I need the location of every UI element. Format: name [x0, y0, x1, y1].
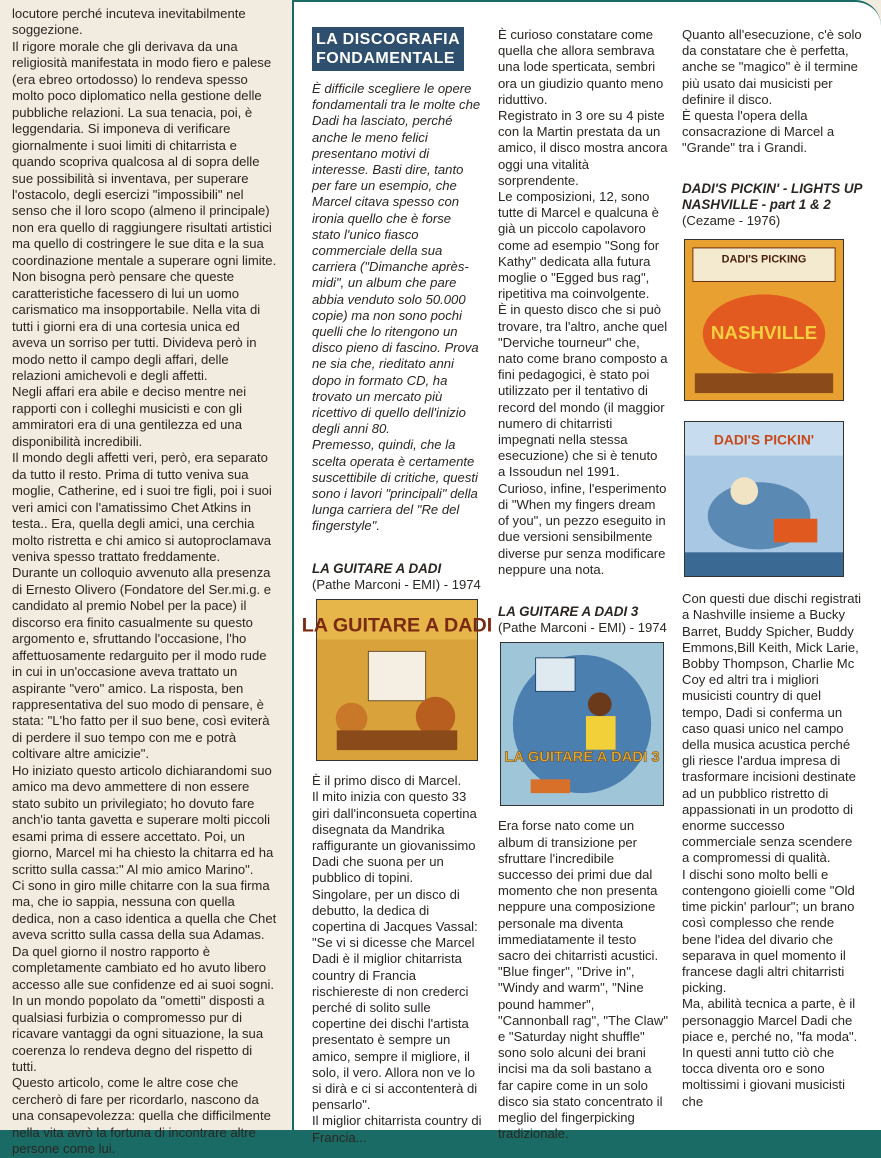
- paragraph: Singolare, per un disco di debutto, la dedica di copertina di Jacques Vassal: "Se vi si dicesse che Marcel Dadi è il miglior chitarrista country di Francia rischiereste di non crederci perché di solito sulle copertine dei dischi l'artista presentato è sempre un amico, sempre il migliore, il solo, il vero. Allora non ve lo si dirà e ci si accontenterà di pensarlo".: [312, 886, 478, 1113]
- cover-title: DADI'S PICKIN': [713, 431, 815, 448]
- paragraph: È in questo disco che si può trovare, tra l'altro, anche quel "Derviche tourneur" che, nato come brano composto a fini pedagogici, è stato poi utilizzato per il tentativo di record del mondo (il maggior numero di chitarristi impegnati nella stessa esecuzione) che si è tenuto a Issoudun nel 1991.: [498, 302, 668, 480]
- cover-subtitle: NASHVILLE: [710, 321, 818, 343]
- paragraph: Ci sono in giro mille chitarre con la sua firma ma, che io sappia, nessuna con quella dedica, non a caso identica a quella che Chet aveva scritto sulla cassa della sua Adamas.: [12, 878, 277, 943]
- paragraph: Il rigore morale che gli derivava da una religiosità manifestata in modo fiero e palese (era ebreo ortodosso) lo rendeva spesso molto poco diplomatico nella gestione delle pubbliche relazioni. La sua tenacia, poi, è leggendaria. Si imponeva di verificare giornalmente i suoi limiti di chitarrista e quando scopriva qualcosa al di sopra delle sue possibilità si inventava, per superare l'ostacolo, degli esercizi "impossibili" nel senso che il loro scopo (almeno il principale) non era quello di raggiungere risultati artistici ma quello di costringere le sue dita e la sua coordinazione mentale a superare ogni limite.: [12, 38, 277, 268]
- paragraph: locutore perché incuteva inevitabilmente soggezione.: [12, 6, 246, 38]
- paragraph: Ho iniziato questo articolo dichiarandomi suo amico ma devo ammettere di non essere stato subito un privilegiato; ho dovuto fare anch'io tanta gavetta e superare molti piccoli esami prima di essere accettato. Poi, un giorno, Marcel mi ha chiesto la chitarra ed ha scritto sulla cassa:" Al mio amico Marino".: [12, 762, 274, 877]
- paragraph: Il mito inizia con questo 33 giri dall'inconsueta copertina disegnata da Mandrika raffigurante un giovanissimo Dadi che suona per un pubblico di topini.: [312, 789, 477, 886]
- intro-paragraph: Premesso, quindi, che la scelta operata è certamente suscettibile di critiche, questi sono i lavori "principali" della lunga carriera del "Re del fingerstyle".: [312, 437, 478, 534]
- paragraph: È il primo disco di Marcel.: [312, 773, 462, 789]
- paragraph: Con questi due dischi registrati a Nashville insieme a Bucky Barret, Buddy Spicher, Buddy Emmons,Bill Keith, Mick Larie, Bobby Thompson, Charlie Mc Coy ed altri tra i migliori musicisti country di quel tempo, Dadi si conferma un caso quasi unico nel campo della musica acustica perché gli riesce l'ardua impresa di trasformare incisioni destinate ad un pubblico ristretto di appassionati in un prodotto di enorme successo commerciale senza scendere a compromessi di qualità.: [682, 591, 862, 866]
- discography-column-1: [301, 27, 493, 1146]
- album-title: DADI'S PICKIN' - LIGHTS UP NASHVILLE - part 1 & 2: [682, 180, 862, 212]
- paragraph: Quanto all'esecuzione, c'è solo da constatare che è perfetta, anche se "magico" è il termine più usato dai musicisti per definire il disco.: [682, 27, 862, 107]
- left-article-column: [12, 6, 278, 1157]
- heading-line: LA DISCOGRAFIA: [316, 31, 461, 48]
- album-cover-dadis-pickin-part2: [684, 421, 844, 577]
- discography-column-3: [682, 27, 862, 1110]
- paragraph: Da quel giorno il nostro rapporto è completamente cambiato ed ho avuto libero accesso alle sue confidenze ed ai suoi sogni.: [12, 943, 275, 992]
- paragraph: È questa l'opera della consacrazione di Marcel a "Grande" tra i Grandi.: [682, 108, 835, 156]
- paragraph: È curioso constatare come quella che allora sembrava una lode sperticata, sembri ora un giudizio quanto meno riduttivo.: [498, 27, 664, 107]
- album-cover-dadis-pickin: [684, 239, 844, 401]
- paragraph: Durante un colloquio avvenuto alla presenza di Ernesto Olivero (Fondatore del Ser.mi.g. e candidato al premio Nobel per la pace) il discorso era finito casualmente su questo argomento e, sfruttando l'occasione, l'ho affettuosamente redarguito per il modo rude in cui in un'occasione aveva trattato un aspirante "vero" amico. La risposta, ben rappresentativa del suo modo di pensare, è stata: "L'ho fatto per il suo bene, così eviterà di perdere il suo tempo con me e potrà coltivare altre amicizie".: [12, 565, 272, 762]
- paragraph: Il mondo degli affetti veri, però, era separato da tutto il resto. Prima di tutto veniva sua moglie, Catherine, ed i suoi tre figli, poi i suoi veri amici con l'amatissimo Chet Atkins in testa.. Era, quella degli amici, una cerchia molto ristretta e chi amico si autoproclamava veniva spesso trattato freddamente.: [12, 450, 272, 564]
- intro-paragraph: È difficile scegliere le opere fondamentali tra le molte che Dadi ha lasciato, perché anche le meno felici presentano motivi di interesse. Basti dire, tanto per fare un esempio, che Marcel citava spesso con ironia quello che è forse stato l'unico fiasco commerciale della sua carriera ("Dimanche après-midi", un album che pare abbia venduto solo 50.000 copie) ma non sono pochi quelli che lo ritengono un disco pieno di fascino. Prova ne sia che, rieditato anni dopo in formato CD, ha trovato un mercato più ricettivo di quello dell'inizio degli anni 80.: [312, 81, 481, 437]
- paragraph: Negli affari era abile e deciso mentre nei rapporti con i colleghi musicisti e con gli ammiratori era di una gentilezza ed una disponibilità incredibili.: [12, 384, 247, 449]
- paragraph: In un mondo popolato da "ometti" disposti a qualsiasi furbizia o compromesso pur di ricavare vantaggi da ogni situazione, la sua coerenza lo rendeva degno del rispetto di tutti.: [12, 993, 265, 1074]
- album-label: (Pathe Marconi - EMI) - 1974: [498, 620, 667, 636]
- cover-art: [685, 240, 843, 400]
- album-title: LA GUITARE A DADI 3: [498, 603, 639, 619]
- album-cover-la-guitare-a-dadi-3: [500, 642, 664, 806]
- album-cover-la-guitare-a-dadi: [301, 599, 493, 761]
- cover-title: LA GUITARE A DADI 3: [504, 749, 660, 766]
- paragraph: Questo articolo, come le altre cose che cercherò di fare per ricordarlo, nascono da una consapevolezza: quella che difficilmente nella vita avrò la fortuna di incontrare altre persone come lui.: [12, 1075, 271, 1157]
- paragraph: Ma, abilità tecnica a parte, è il personaggio Marcel Dadi che piace e, perché no, "fa moda". In questi anni tutto ciò che tocca diventa oro e sono moltissimi i giovani musicisti che: [682, 996, 858, 1109]
- paragraph: Non bisogna però pensare che queste caratteristiche facessero di lui un uomo carismatico ma insopportabile. Nella vita di tutti i giorni era di una cortesia unica ed aveva un sorriso per tutti. Divideva però in modo netto il campo degli affari, delle relazioni amichevoli e degli affetti.: [12, 269, 261, 383]
- album-label: (Cezame - 1976): [682, 213, 781, 229]
- cover-art: [301, 600, 493, 760]
- paragraph: Curioso, infine, l'esperimento di "When my fingers dream of you", un pezzo eseguito in due versioni sensibilmente diverse pur senza modificare neppure una nota.: [498, 480, 667, 577]
- discography-panel: [292, 0, 881, 1145]
- album-label: (Pathe Marconi - EMI) - 1974: [312, 576, 481, 592]
- paragraph: Registrato in 3 ore su 4 piste con la Martin prestata da un amico, il disco mostra ancora oggi una vitalità sorprendente.: [498, 108, 668, 188]
- paragraph: "Blue finger", "Drive in", "Windy and warm", "Nine pound hammer", "Cannonball rag", "The Claw" e "Saturday night shuffle" sono solo alcuni dei brani incisi ma da soli bastano a far capire come in un solo disco sia stato concentrato il meglio del fingerpicking tradizionale.: [498, 964, 668, 1142]
- cover-title: DADI'S PICKING: [721, 253, 807, 266]
- paragraph: Le composizioni, 12, sono tutte di Marcel e qualcuna è già un piccolo capolavoro come ad esempio "Song for Kathy" dedicata alla futura moglie o "Egged bus rag", ripetitiva ma coinvolgente.: [498, 189, 660, 302]
- heading-line: FONDAMENTALE: [316, 50, 456, 67]
- album-title: LA GUITARE A DADI: [312, 560, 442, 576]
- cover-art: [501, 643, 663, 805]
- discography-column-2: [498, 27, 668, 1142]
- section-heading: [312, 27, 464, 71]
- cover-art: [685, 422, 843, 576]
- cover-title: LA GUITARE A DADI: [301, 614, 493, 637]
- paragraph: Il miglior chitarrista country di Francia...: [312, 1113, 482, 1145]
- paragraph: Era forse nato come un album di transizione per sfruttare l'incredibile successo dei primi due dal momento che non presenta neppure una composizione personale ma diventa immediatamente il testo sacro dei chitarristi acustici.: [498, 818, 659, 963]
- paragraph: I dischi sono molto belli e contengono gioielli come "Old time pickin' parlour"; un brano così complesso che rende bene l'idea del divario che separava in quel momento il francese dagli altri chitarristi picking.: [682, 866, 855, 996]
